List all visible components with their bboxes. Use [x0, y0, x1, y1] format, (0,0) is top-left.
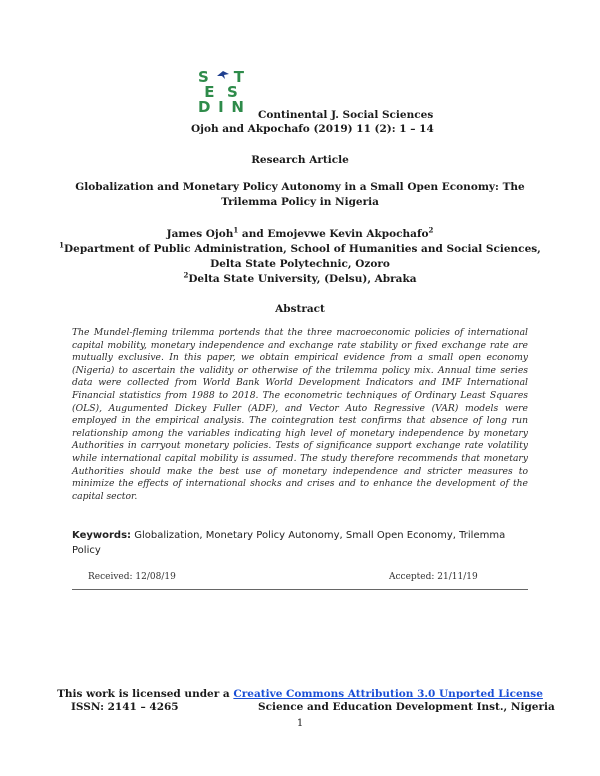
keywords-value: Globalization, Monetary Policy Autonomy, Small Open Economy, Trilemma Policy	[72, 530, 506, 556]
logo-letter: I	[218, 98, 224, 116]
bird-icon	[216, 70, 230, 80]
divider	[72, 589, 528, 590]
affiliation-text: Delta State University, (Delsu), Abraka	[188, 273, 417, 285]
author-and: and	[238, 228, 268, 240]
abstract-heading: Abstract	[275, 303, 325, 315]
affiliation-1-cont: Delta State Polytechnic, Ozoro	[210, 258, 390, 270]
license-link[interactable]: Creative Commons Attribution 3.0 Unported License	[233, 688, 543, 700]
author-line	[0, 227, 600, 242]
logo-letter: E	[204, 83, 215, 101]
author-sup: 2	[428, 225, 434, 235]
title-line: Globalization and Monetary Policy Autonomy in a Small Open Economy: The	[75, 181, 525, 193]
institution: Science and Education Development Inst., Nigeria	[258, 701, 555, 713]
logo-row-3	[198, 100, 244, 114]
paper-title	[0, 180, 600, 210]
affiliation-2	[0, 272, 600, 287]
received-date: Received: 12/08/19	[88, 572, 176, 582]
abstract-text: The Mundel-fleming trilemma portends that the three macroeconomic policies of international capital mobility, monetary independence and exchange rate stability or fixed exchange rate are mutually exclusive. In this paper, we obtain empirical evidence from a small open economy (Nigeria) to ascertain the validity or otherwise of the trilemma policy mix. Annual time series data were collected from World Bank World Development Indicators and IMF International Financial statistics from 1988 to 2018. The econometric techniques of Ordinary Least Squares (OLS), Augumented Dickey Fuller (ADF), and Vector Auto Regressive (VAR) models were employed in the empirical analysis. The cointegration test confirms that absence of long run relationship among the variables indicating high level of monetary independence by monetary Authorities in carryout monetary policies. Tests of significance support exchange rate volatility while international capital mobility is assumed. The study therefore recommends that monetary Authorities should make the best use of monetary independence and stricter measures to minimize the effects of international shocks and crises and to enhance the development of the capital sector.	[72, 327, 528, 502]
keywords-label: Keywords:	[72, 530, 132, 541]
author-name: James Ojoh	[166, 228, 234, 240]
logo-letter: D	[198, 98, 211, 116]
logo-letter: T	[233, 68, 244, 86]
license-prefix: This work is licensed under a	[57, 688, 234, 700]
article-type: Research Article	[251, 154, 349, 166]
keywords	[72, 528, 532, 558]
journal-name: Continental J. Social Sciences	[258, 109, 434, 121]
accepted-date: Accepted: 21/11/19	[389, 572, 478, 582]
affiliation-sup: 1	[59, 240, 65, 250]
affiliation-text: Department of Public Administration, School of Humanities and Social Sciences,	[64, 243, 541, 255]
affiliation-1	[0, 242, 600, 257]
author-block	[0, 227, 600, 287]
logo-row-2	[198, 85, 244, 99]
logo-letter: N	[231, 98, 244, 116]
title-line: Trilemma Policy in Nigeria	[221, 196, 379, 208]
author-name: Emojevwe Kevin Akpochafo	[267, 228, 429, 240]
journal-logo	[198, 70, 246, 118]
affiliation-sup: 2	[183, 270, 189, 280]
citation: Ojoh and Akpochafo (2019) 11 (2): 1 – 14	[191, 123, 434, 135]
logo-letter: S	[198, 68, 209, 86]
issn: ISSN: 2141 – 4265	[71, 701, 179, 713]
page-number: 1	[296, 718, 304, 729]
author-sup: 1	[233, 225, 239, 235]
logo-letter: S	[226, 83, 238, 101]
license-statement	[0, 688, 600, 700]
